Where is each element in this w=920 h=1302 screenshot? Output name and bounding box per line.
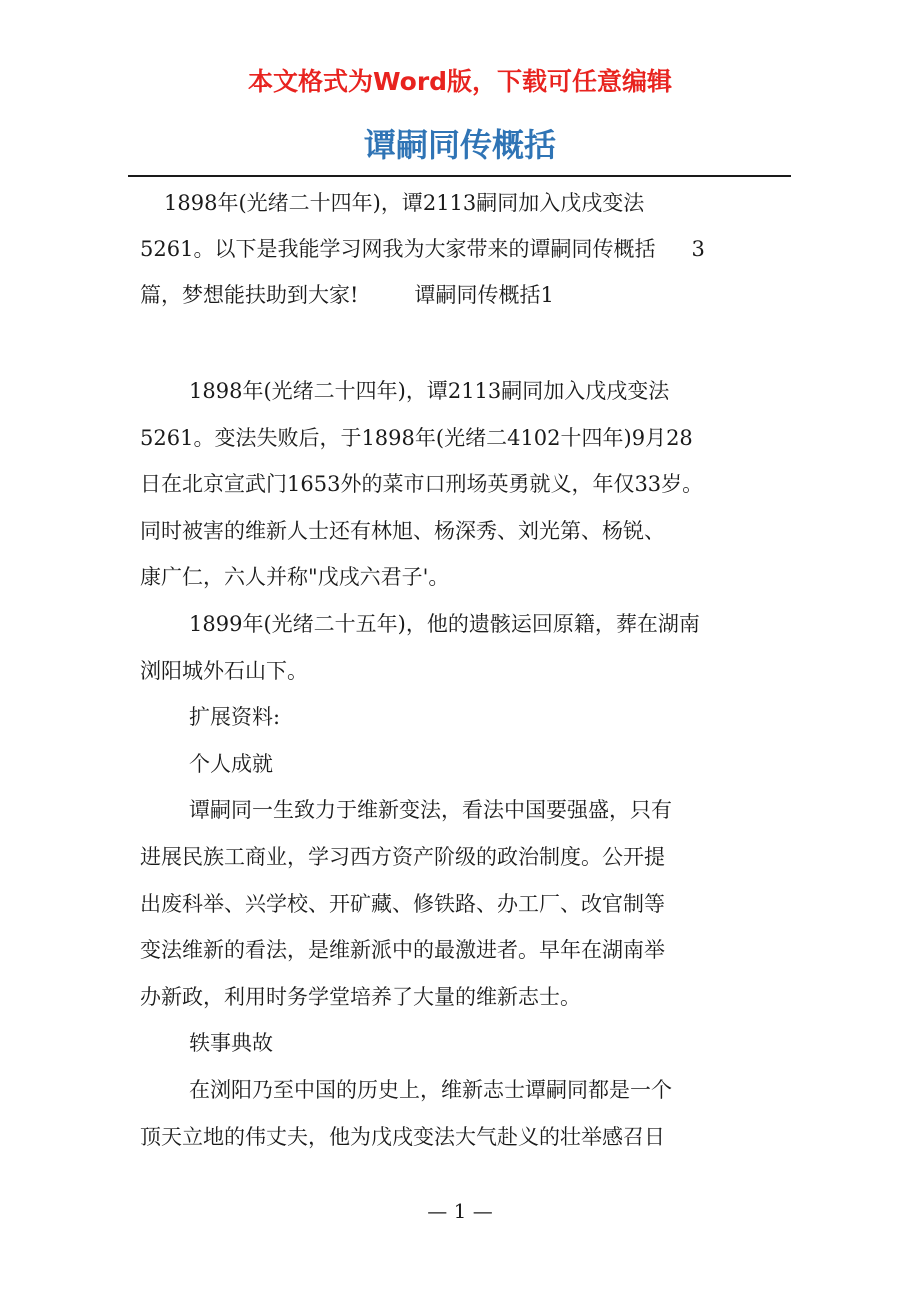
paragraph-4-line: 顶天立地的伟丈夫，他为戊戌变法大气赴义的壮举感召日 — [140, 1124, 665, 1149]
section-heading-extended: 扩展资料: — [189, 705, 281, 730]
paragraph-3-line: 谭嗣同一生致力于维新变法，看法中国要强盛，只有 — [189, 798, 672, 823]
intro-line-2-text: 5261。以下是我能学习网我为大家带来的谭嗣同传概括 — [140, 237, 656, 261]
download-banner: 本文格式为Word版，下载可任意编辑 — [247, 67, 673, 96]
intro-line-3-heading: 谭嗣同传概括1 — [414, 283, 554, 307]
paragraph-1-line: 1898年(光绪二十四年)，谭2113嗣同加入戊戌变法 — [189, 379, 670, 403]
section-heading-anecdotes: 轶事典故 — [189, 1031, 273, 1056]
paragraph-2-line: 1899年(光绪二十五年)，他的遗骸运回原籍，葬在湖南 — [189, 611, 700, 636]
paragraph-3-line: 进展民族工商业，学习西方资产阶级的政治制度。公开提 — [140, 844, 665, 869]
intro-line-2 — [140, 226, 800, 272]
paragraph-3-line: 出废科举、兴学校、开矿藏、修铁路、办工厂、改官制等 — [140, 891, 665, 916]
intro-line-3-text: 篇，梦想能扶助到大家! — [140, 283, 359, 307]
paragraph-1-line: 5261。变法失败后，于1898年(光绪二4102十四年)9月28 — [140, 425, 693, 450]
intro-line-1: 1898年(光绪二十四年)，谭2113嗣同加入戊戌变法 — [164, 191, 645, 215]
paragraph-1-line: 日在北京宣武门1653外的菜市口刑场英勇就义，年仅33岁。 — [140, 472, 704, 497]
paragraph-1-line: 同时被害的维新人士还有林旭、杨深秀、刘光第、杨锐、 — [140, 518, 665, 543]
intro-paragraph — [140, 180, 800, 318]
paragraph-3-line: 变法维新的看法，是维新派中的最激进者。早年在湖南举 — [140, 938, 665, 963]
title-divider — [128, 175, 791, 177]
document-body — [140, 368, 800, 1160]
paragraph-3-line: 办新政，利用时务学堂培养了大量的维新志士。 — [140, 984, 581, 1009]
document-title: 谭嗣同传概括 — [363, 126, 556, 164]
section-heading-achievements: 个人成就 — [189, 751, 273, 776]
intro-line-2-count: 3 — [691, 237, 705, 261]
paragraph-4-line: 在浏阳乃至中国的历史上，维新志士谭嗣同都是一个 — [189, 1077, 672, 1102]
page-number: — 1 — — [427, 1199, 493, 1223]
paragraph-2-line: 浏阳城外石山下。 — [140, 658, 308, 683]
intro-line-3 — [140, 272, 800, 318]
paragraph-1-line: 康广仁，六人并称"戊戌六君子'。 — [140, 565, 450, 590]
